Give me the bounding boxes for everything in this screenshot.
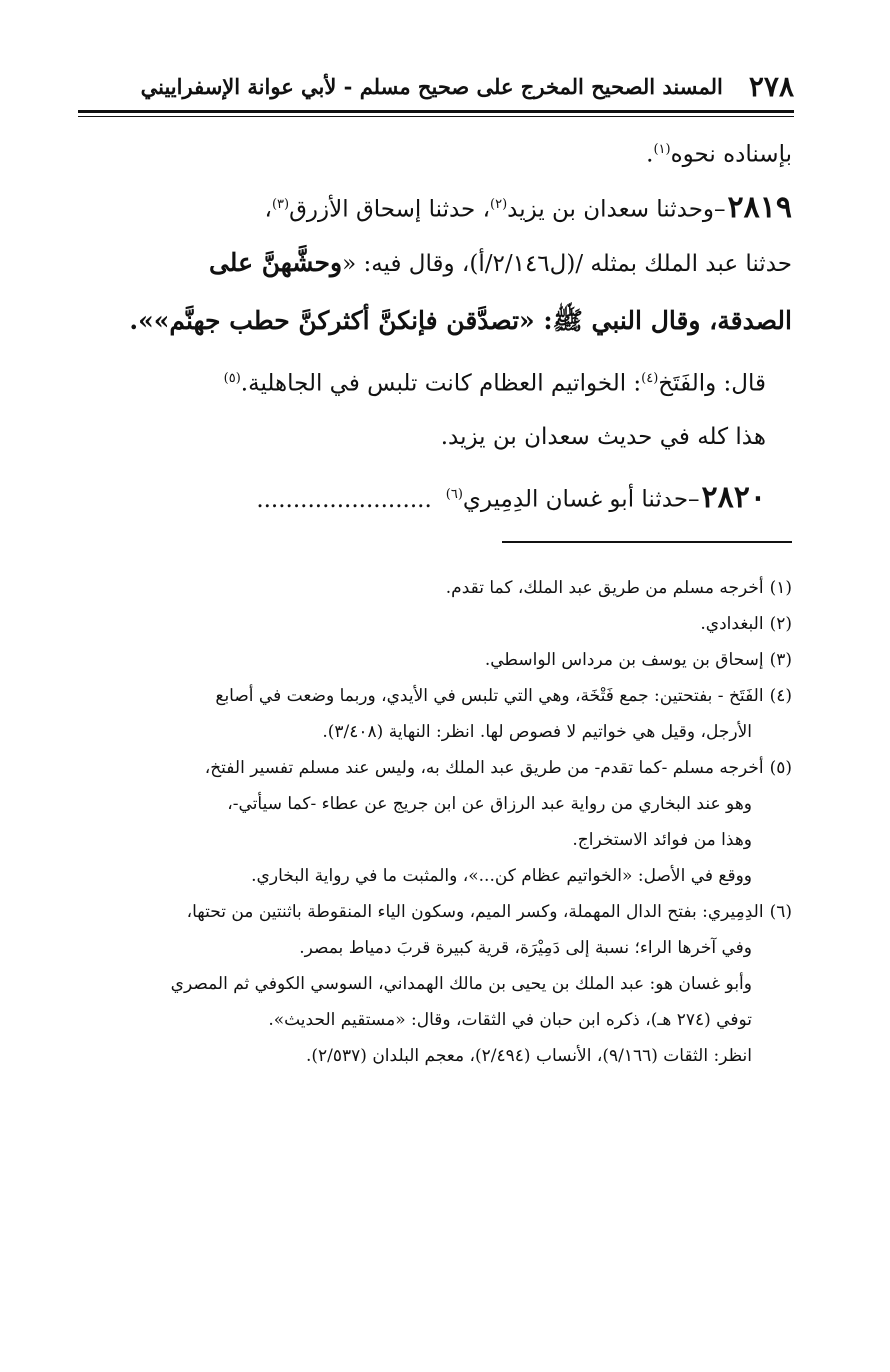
footnote-6: (٦)الدِمِيري: بفتح الدال المهملة، وكسر الميم، وسكون الياء المنقوطة باثنتين من تحتها، <box>186 902 792 922</box>
footnote-2: (٢)البغدادي. <box>700 614 792 634</box>
footnote-5-cont: وهذا من فوائد الاستخراج. <box>572 830 752 850</box>
footnotes <box>82 570 792 1074</box>
footnote-number: (٥) <box>769 758 792 778</box>
footnote-ref[interactable]: (٥) <box>223 371 241 386</box>
footnote-number: (٢) <box>769 614 792 634</box>
ellipsis-dots: ........................ <box>256 486 432 513</box>
footnote-separator <box>502 541 792 543</box>
page-number: ٢٧٨ <box>748 70 794 103</box>
hadith-number: ٢٨٢٠ <box>701 479 766 515</box>
header-rule-thin <box>78 116 794 117</box>
footnote-number: (٦) <box>769 902 792 922</box>
footnote-ref[interactable]: (١) <box>653 142 671 157</box>
hadith-2819-line-5: هذا كله في حديث سعدان بن يزيد. <box>440 424 766 450</box>
footnote-5-para: ووقع في الأصل: «الخواتيم عظام كن...»، والمثبت ما في رواية البخاري. <box>251 866 752 886</box>
footnote-1: (١)أخرجه مسلم من طريق عبد الملك، كما تقدم. <box>445 578 792 598</box>
bold-quote: الصدقة، وقال النبي ﷺ: « <box>519 306 792 335</box>
hadith-2819-line-1: ٢٨١٩–وحدثنا سعدان بن يزيد$^{(٢)}$، حدثنا إسحاق الأزرق$^{(٣)}$، <box>264 189 792 225</box>
hadith-number: ٢٨١٩ <box>727 189 792 225</box>
hadith-2820-line: ٢٨٢٠–حدثنا أبو غسان الدِمِيري$^{(٦)}$........................ <box>256 479 766 515</box>
footnote-5: (٥)أخرجه مسلم -كما تقدم- من طريق عبد الملك به، وليس عند مسلم تفسير الفتخ، <box>204 758 792 778</box>
footnote-6-cont: انظر: الثقات (٩/١٦٦)، الأنساب (٢/٤٩٤)، معجم البلدان (٢/٥٣٧). <box>305 1046 752 1066</box>
footnote-number: (١) <box>769 578 792 598</box>
hadith-2819-line-4: قال: والفَتَخ$^{(٤)}$: الخواتيم العظام كانت تلبس في الجاهلية.$^{(٥)}$ <box>223 370 766 397</box>
hadith-2819-line-2: حدثنا عبد الملك بمثله /(ل٢/١٤٦/أ)، وقال فيه: «وحشَّهنَّ على <box>208 248 792 277</box>
footnote-4: (٤)الفَتَخ - بفتحتين: جمع فَتْخَة، وهي التي تلبس في الأيدي، وربما وضعت في أصابع <box>215 686 792 706</box>
bold-quote: وحشَّهنَّ على <box>208 248 343 277</box>
footnote-6-cont: وفي آخرها الراء؛ نسبة إلى دَمِيْرَة، قرية كبيرة قربَ دمياط بمصر. <box>299 938 752 958</box>
hadith-2819-line-3: الصدقة، وقال النبي ﷺ: «تصدَّقن فإنكنَّ أكثركنَّ حطب جهنَّم»». <box>129 306 792 335</box>
footnote-number: (٤) <box>769 686 792 706</box>
bold-quote: تصدَّقن فإنكنَّ أكثركنَّ حطب جهنَّم <box>169 306 520 335</box>
footnote-number: (٣) <box>769 650 792 670</box>
running-title: المسند الصحيح المخرج على صحيح مسلم - لأبي عوانة الإسفراييني <box>140 74 723 99</box>
footnote-6-para: وأبو غسان هو: عبد الملك بن يحيى بن مالك الهمداني، السوسي الكوفي ثم المصري <box>170 974 752 994</box>
main-text <box>80 124 792 524</box>
footnote-ref[interactable]: (٣) <box>271 197 290 212</box>
header-rule <box>78 110 794 113</box>
footnote-ref[interactable]: (٢) <box>490 197 508 212</box>
footnote-ref[interactable]: (٤) <box>641 371 659 386</box>
footnote-4-cont: الأرجل، وقيل هي خواتيم لا فصوص لها. انظر: النهاية (٣/٤٠٨). <box>322 722 752 742</box>
footnote-6-cont: توفي (٢٧٤ هـ)، ذكره ابن حبان في الثقات، وقال: «مستقيم الحديث». <box>268 1010 752 1030</box>
footnote-5-cont: وهو عند البخاري من رواية عبد الرزاق عن ابن جريج عن عطاء -كما سيأتي-، <box>227 794 752 814</box>
page-header <box>78 58 794 108</box>
footnote-3: (٣)إسحاق بن يوسف بن مرداس الواسطي. <box>484 650 792 670</box>
text-line: بإسناده نحوه$^{(١)}$. <box>646 141 792 168</box>
footnote-ref[interactable]: (٦) <box>445 487 463 502</box>
